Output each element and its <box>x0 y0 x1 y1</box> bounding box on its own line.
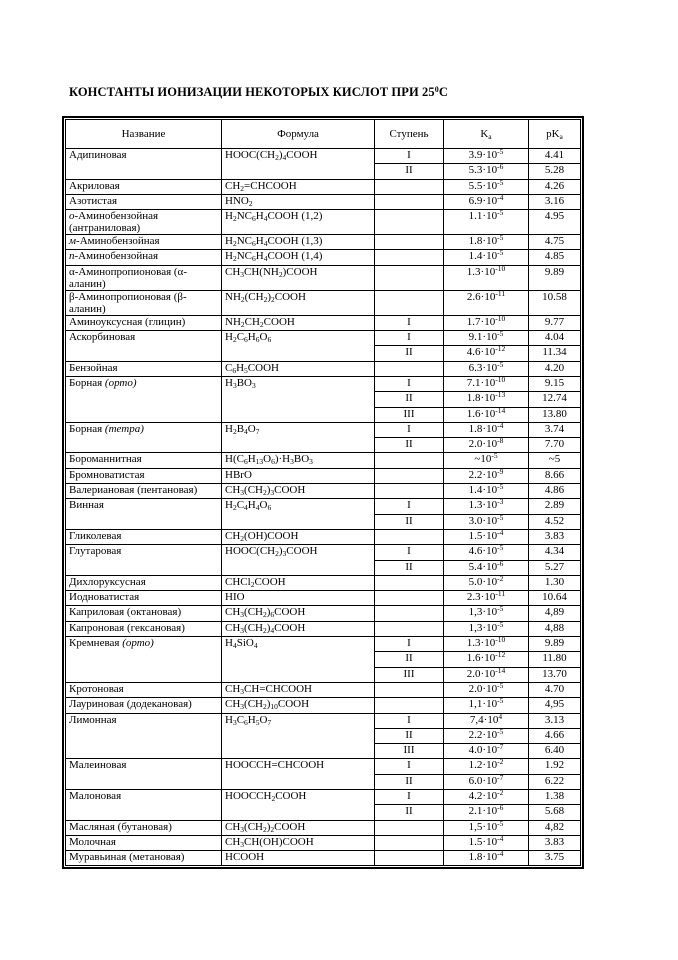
pka-value: 9.15 <box>529 376 581 391</box>
acid-formula: $H(C_6H_{13}O_6)\cdot H_3BO_3$ <box>222 453 375 468</box>
pka-value: ~5 <box>529 453 581 468</box>
acid-name: Лауриновая (додекановая) <box>66 698 222 713</box>
ka-value: $3.0\cdot 10^{-5}$ <box>444 514 529 529</box>
pka-value: 1.30 <box>529 575 581 590</box>
acid-formula: $C_6H_5COOH$ <box>222 361 375 376</box>
ionization-step: III <box>375 407 444 422</box>
pka-value: 11.80 <box>529 652 581 667</box>
ka-value: $2.0\cdot 10^{-8}$ <box>444 438 529 453</box>
acid-name: Азотистая <box>66 194 222 209</box>
acid-formula: $H_3C_6H_5O_7$ <box>222 713 375 759</box>
ionization-step <box>375 484 444 499</box>
acid-formula: $CH_3(CH_2)_3COOH$ <box>222 484 375 499</box>
acid-formula: $HOOCCH_2COOH$ <box>222 789 375 820</box>
pka-value: 2.89 <box>529 499 581 514</box>
ka-value: $1,3\cdot 10^{-5}$ <box>444 606 529 621</box>
pka-value: 4.41 <box>529 149 581 164</box>
pka-value: 4.85 <box>529 250 581 265</box>
ka-value: $7.1\cdot 10^{-10}$ <box>444 376 529 391</box>
ionization-step <box>375 468 444 483</box>
ka-value: $5.3\cdot 10^{-6}$ <box>444 164 529 179</box>
ionization-step <box>375 820 444 835</box>
pka-value: 13.70 <box>529 667 581 682</box>
ionization-step: II <box>375 652 444 667</box>
acid-formula: $H_3BO_3$ <box>222 376 375 422</box>
acid-formula: $H_2NC_6H_4COOH$ (1,3) <box>222 235 375 250</box>
ionization-step: I <box>375 331 444 346</box>
acid-name: Бороманнитная <box>66 453 222 468</box>
ionization-step <box>375 835 444 850</box>
pka-value: 3.83 <box>529 835 581 850</box>
ka-value: $1.8\cdot 10^{-13}$ <box>444 392 529 407</box>
acid-name: Малеиновая <box>66 759 222 790</box>
ionization-step: I <box>375 315 444 330</box>
acid-name: Аминоуксусная (глицин) <box>66 315 222 330</box>
ka-value: $1.4\cdot 10^{-5}$ <box>444 484 529 499</box>
header-step: Ступень <box>375 120 444 149</box>
ka-value: $4.6\cdot 10^{-5}$ <box>444 545 529 560</box>
acid-formula: $H_2NC_6H_4COOH$ (1,4) <box>222 250 375 265</box>
acid-name: Капроновая (гексановая) <box>66 621 222 636</box>
ionization-step: II <box>375 728 444 743</box>
ionization-step <box>375 235 444 250</box>
pka-value: 4.52 <box>529 514 581 529</box>
pka-value: 5.28 <box>529 164 581 179</box>
ionization-step: III <box>375 667 444 682</box>
ka-value: $4.0\cdot 10^{-7}$ <box>444 744 529 759</box>
table-row <box>66 210 581 235</box>
ionization-step <box>375 179 444 194</box>
ionization-step: I <box>375 637 444 652</box>
ka-value: $6.3\cdot 10^{-5}$ <box>444 361 529 376</box>
ionization-step <box>375 529 444 544</box>
acid-formula: $CH_3CH=CHCOOH$ <box>222 682 375 697</box>
pka-value: 4.66 <box>529 728 581 743</box>
ionization-step: II <box>375 774 444 789</box>
ka-value: $2.2\cdot 10^{-9}$ <box>444 468 529 483</box>
pka-value: 4,82 <box>529 820 581 835</box>
pka-value: 3.83 <box>529 529 581 544</box>
acid-formula: $HNO_2$ <box>222 194 375 209</box>
acid-name: β-Аминопропионовая (β-аланин) <box>66 290 222 315</box>
ka-value: $5.5\cdot 10^{-5}$ <box>444 179 529 194</box>
ka-value: $1.8\cdot 10^{-4}$ <box>444 851 529 866</box>
ionization-step: II <box>375 514 444 529</box>
ionization-step: II <box>375 346 444 361</box>
acid-name: о-Аминобензойная (антраниловая) <box>66 210 222 235</box>
header-formula: Формула <box>222 120 375 149</box>
pka-value: 4.86 <box>529 484 581 499</box>
pka-value: 6.40 <box>529 744 581 759</box>
ionization-step <box>375 265 444 290</box>
ka-value: $1.1\cdot 10^{-5}$ <box>444 210 529 235</box>
ka-value: $1.6\cdot 10^{-14}$ <box>444 407 529 422</box>
acid-name: п-Аминобензойная <box>66 250 222 265</box>
ka-value: $4.6\cdot 10^{-12}$ <box>444 346 529 361</box>
acid-name: Адипиновая <box>66 149 222 180</box>
ka-value: $2.3\cdot 10^{-11}$ <box>444 591 529 606</box>
pka-value: 9.89 <box>529 637 581 652</box>
table-row <box>66 698 581 713</box>
ionization-step <box>375 575 444 590</box>
acid-formula: $CH_3CH(OH)COOH$ <box>222 835 375 850</box>
ka-value: $1.8\cdot 10^{-5}$ <box>444 235 529 250</box>
ionization-step <box>375 621 444 636</box>
ka-value: $1.3\cdot 10^{-10}$ <box>444 265 529 290</box>
header-ka: $K_a$ <box>444 120 529 149</box>
pka-value: 11.34 <box>529 346 581 361</box>
pka-value: 4.70 <box>529 682 581 697</box>
acid-formula: $CH_3(CH_2)_6COOH$ <box>222 606 375 621</box>
page-title: КОНСТАНТЫ ИОНИЗАЦИИ НЕКОТОРЫХ КИСЛОТ ПРИ $25^0С$ <box>69 85 448 99</box>
acid-name: Гликолевая <box>66 529 222 544</box>
ionization-step: II <box>375 438 444 453</box>
pka-value: 3.75 <box>529 851 581 866</box>
ionization-step <box>375 606 444 621</box>
acid-formula: CHCl$_2$COOH <box>222 575 375 590</box>
table-row <box>66 290 581 315</box>
ionization-step <box>375 361 444 376</box>
acid-formula: $CH_3(CH_2)_2COOH$ <box>222 820 375 835</box>
acid-formula: $HOOC(CH_2)_4COOH$ <box>222 149 375 180</box>
ionization-step: II <box>375 164 444 179</box>
pka-value: 9.77 <box>529 315 581 330</box>
table-row <box>66 265 581 290</box>
acid-constants-table <box>65 119 581 866</box>
ka-value: $1.5\cdot 10^{-4}$ <box>444 529 529 544</box>
acid-name: Валериановая (пентановая) <box>66 484 222 499</box>
pka-value: 4.34 <box>529 545 581 560</box>
ka-value: $1,5\cdot 10^{-5}$ <box>444 820 529 835</box>
acid-name: Винная <box>66 499 222 530</box>
pka-value: 1.92 <box>529 759 581 774</box>
pka-value: 4,88 <box>529 621 581 636</box>
ionization-step: II <box>375 805 444 820</box>
pka-value: 10.64 <box>529 591 581 606</box>
acid-name: Акриловая <box>66 179 222 194</box>
acid-formula: $NH_2(CH_2)_2COOH$ <box>222 290 375 315</box>
pka-value: 10.58 <box>529 290 581 315</box>
ka-value: $\sim 10^{-5}$ <box>444 453 529 468</box>
ionization-step <box>375 682 444 697</box>
acid-formula: $CH_2=CHCOOH$ <box>222 179 375 194</box>
pka-value: 5.27 <box>529 560 581 575</box>
acid-name: Бромноватистая <box>66 468 222 483</box>
ionization-step: I <box>375 789 444 804</box>
acid-formula: HOOCCH=CHCOOH <box>222 759 375 790</box>
ka-value: $1.2\cdot 10^{-2}$ <box>444 759 529 774</box>
ka-value: $1.5\cdot 10^{-4}$ <box>444 835 529 850</box>
ionization-step <box>375 591 444 606</box>
ionization-step: I <box>375 149 444 164</box>
acid-formula: $CH_3(CH_2)_4COOH$ <box>222 621 375 636</box>
pka-value: 4.75 <box>529 235 581 250</box>
ka-value: $3.9\cdot 10^{-5}$ <box>444 149 529 164</box>
acid-name: Аскорбиновая <box>66 331 222 362</box>
ka-value: $2.2\cdot 10^{-5}$ <box>444 728 529 743</box>
ka-value: $2.1\cdot 10^{-6}$ <box>444 805 529 820</box>
ionization-step: I <box>375 713 444 728</box>
pka-value: 3.16 <box>529 194 581 209</box>
ionization-step: I <box>375 376 444 391</box>
pka-value: 4.20 <box>529 361 581 376</box>
ka-value: $6.9\cdot 10^{-4}$ <box>444 194 529 209</box>
ka-value: $1.4\cdot 10^{-5}$ <box>444 250 529 265</box>
acid-name: Малоновая <box>66 789 222 820</box>
ka-value: $2.0\cdot 10^{-14}$ <box>444 667 529 682</box>
acid-formula: $H_2B_4O_7$ <box>222 422 375 453</box>
acid-name: Иодноватистая <box>66 591 222 606</box>
ionization-step <box>375 851 444 866</box>
ionization-step <box>375 453 444 468</box>
table-frame <box>62 116 584 869</box>
pka-value: 3.13 <box>529 713 581 728</box>
ionization-step <box>375 250 444 265</box>
ionization-step: I <box>375 499 444 514</box>
acid-name: Масляная (бутановая) <box>66 820 222 835</box>
header-name: Название <box>66 120 222 149</box>
ka-value: $1,3\cdot 10^{-5}$ <box>444 621 529 636</box>
acid-formula: $H_4SiO_4$ <box>222 637 375 683</box>
ka-value: $1,1\cdot 10^{-5}$ <box>444 698 529 713</box>
pka-value: 6.22 <box>529 774 581 789</box>
pka-value: 4,89 <box>529 606 581 621</box>
acid-name: Муравьиная (метановая) <box>66 851 222 866</box>
ka-value: $1.3\cdot 10^{-3}$ <box>444 499 529 514</box>
pka-value: 1.38 <box>529 789 581 804</box>
acid-name: Бензойная <box>66 361 222 376</box>
acid-formula: $CH_3(CH_2)_{10}COOH$ <box>222 698 375 713</box>
pka-value: 13.80 <box>529 407 581 422</box>
ionization-step <box>375 290 444 315</box>
ionization-step: III <box>375 744 444 759</box>
pka-value: 4.04 <box>529 331 581 346</box>
acid-formula: HBrO <box>222 468 375 483</box>
ionization-step: I <box>375 759 444 774</box>
ionization-step <box>375 194 444 209</box>
acid-name: Борная (орто) <box>66 376 222 422</box>
acid-name: Молочная <box>66 835 222 850</box>
pka-value: 3.74 <box>529 422 581 437</box>
pka-value: 4.26 <box>529 179 581 194</box>
ionization-step: I <box>375 422 444 437</box>
table-header-row <box>66 120 581 149</box>
pka-value: 4.95 <box>529 210 581 235</box>
acid-formula: $H_2C_4H_4O_6$ <box>222 499 375 530</box>
acid-name: Кремневая (орто) <box>66 637 222 683</box>
acid-name: Дихлоруксусная <box>66 575 222 590</box>
ionization-step: I <box>375 545 444 560</box>
ka-value: $9.1\cdot 10^{-5}$ <box>444 331 529 346</box>
ka-value: $2.6\cdot 10^{-11}$ <box>444 290 529 315</box>
ionization-step <box>375 210 444 235</box>
acid-name: α-Аминопропионовая (α-аланин) <box>66 265 222 290</box>
acid-name: Глутаровая <box>66 545 222 576</box>
header-pka: $pK_a$ <box>529 120 581 149</box>
pka-value: 12.74 <box>529 392 581 407</box>
acid-formula: $CH_3CH(NH_2)COOH$ <box>222 265 375 290</box>
acid-formula: HIO <box>222 591 375 606</box>
ka-value: $7,4\cdot 10^4$ <box>444 713 529 728</box>
ka-value: $1.8\cdot 10^{-4}$ <box>444 422 529 437</box>
acid-formula: $HOOC(CH_2)_3COOH$ <box>222 545 375 576</box>
ka-value: $5.0\cdot 10^{-2}$ <box>444 575 529 590</box>
acid-formula: $H_2C_6H_6O_6$ <box>222 331 375 362</box>
pka-value: 4,95 <box>529 698 581 713</box>
ka-value: $1.3\cdot 10^{-10}$ <box>444 637 529 652</box>
acid-name: м-Аминобензойная <box>66 235 222 250</box>
ionization-step: II <box>375 392 444 407</box>
pka-value: 8.66 <box>529 468 581 483</box>
acid-name: Борная (тетра) <box>66 422 222 453</box>
table-body <box>66 149 581 866</box>
table-row <box>66 851 581 866</box>
pka-value: 9.89 <box>529 265 581 290</box>
ka-value: $6.0\cdot 10^{-7}$ <box>444 774 529 789</box>
ka-value: $2.0\cdot 10^{-5}$ <box>444 682 529 697</box>
acid-name: Каприловая (октановая) <box>66 606 222 621</box>
acid-name: Кротоновая <box>66 682 222 697</box>
acid-formula: $NH_2CH_2COOH$ <box>222 315 375 330</box>
pka-value: 7.70 <box>529 438 581 453</box>
acid-formula: $H_2NC_6H_4COOH$ (1,2) <box>222 210 375 235</box>
pka-value: 5.68 <box>529 805 581 820</box>
acid-formula: HCOOH <box>222 851 375 866</box>
ka-value: $1.7\cdot 10^{-10}$ <box>444 315 529 330</box>
ionization-step <box>375 698 444 713</box>
ka-value: $4.2\cdot 10^{-2}$ <box>444 789 529 804</box>
ka-value: $1.6\cdot 10^{-12}$ <box>444 652 529 667</box>
ionization-step: II <box>375 560 444 575</box>
acid-formula: $CH_2(OH)COOH$ <box>222 529 375 544</box>
acid-name: Лимонная <box>66 713 222 759</box>
ka-value: $5.4\cdot 10^{-6}$ <box>444 560 529 575</box>
